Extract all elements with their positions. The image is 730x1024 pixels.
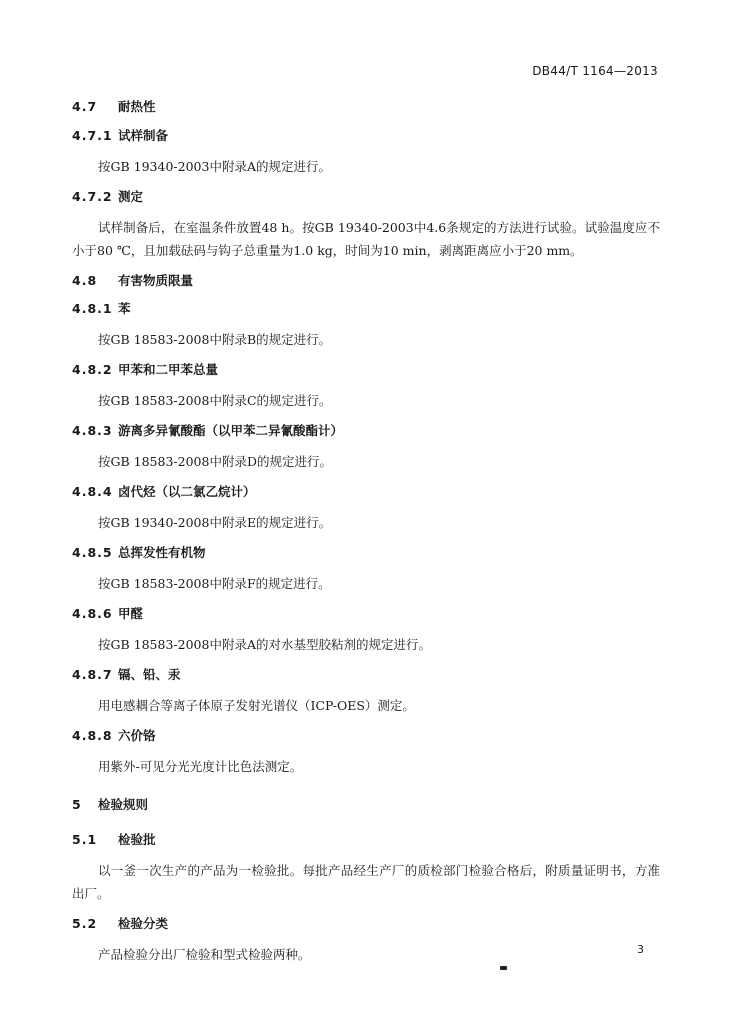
section-title: 总挥发性有机物	[118, 545, 206, 560]
paragraph: 按GB 18583-2008中附录B的规定进行。	[98, 332, 332, 347]
scan-speck	[500, 966, 507, 970]
paragraph: 用电感耦合等离子体原子发射光谱仪（ICP-OES）测定。	[98, 698, 415, 713]
paragraph: 按GB 18583-2008中附录C的规定进行。	[98, 393, 332, 408]
paragraph: 用紫外-可见分光光度计比色法测定。	[98, 759, 303, 774]
page-number: 3	[637, 943, 644, 956]
paragraph: 按GB 18583-2008中附录F的规定进行。	[98, 576, 331, 591]
paragraph: 按GB 19340-2003中附录A的规定进行。	[98, 159, 331, 174]
paragraph: 按GB 18583-2008中附录D的规定进行。	[98, 454, 332, 469]
section-heading	[72, 272, 660, 290]
section-title: 游离多异氰酸酯（以甲苯二异氰酸酯计）	[118, 423, 344, 438]
section-number: 4.7.2	[72, 189, 113, 204]
section-heading	[72, 544, 660, 562]
section-title: 甲醛	[118, 606, 144, 621]
section-title: 镉、铅、汞	[118, 667, 181, 682]
section-number: 4.8.5	[72, 545, 113, 560]
section-title: 有害物质限量	[118, 273, 194, 288]
paragraph: 产品检验分出厂检验和型式检验两种。	[98, 947, 311, 962]
paragraph: 试样制备后，在室温条件放置48 h。按GB 19340-2003中4.6条规定的方法进行试验。试验温度应不小于80 ℃，且加载砝码与钩子总重量为1.0 kg，时间为10 min，剥离距离应小于20 mm。	[72, 220, 660, 258]
section-heading	[72, 98, 660, 116]
section-title: 检验分类	[118, 916, 169, 931]
section-number: 4.8	[72, 273, 98, 288]
section-heading	[72, 831, 660, 849]
section-number: 5.2	[72, 916, 98, 931]
section-heading	[72, 666, 660, 684]
section-title: 甲苯和二甲苯总量	[118, 362, 219, 377]
section-heading	[72, 188, 660, 206]
section-number: 4.7.1	[72, 128, 113, 143]
section-heading	[72, 483, 660, 501]
section-number: 5	[72, 797, 82, 812]
section-title: 六价铬	[118, 728, 156, 743]
section-number: 4.8.4	[72, 484, 113, 499]
document-code: DB44/T 1164—2013	[532, 64, 658, 78]
section-number: 4.8.7	[72, 667, 113, 682]
section-number: 5.1	[72, 832, 98, 847]
section-heading	[72, 361, 660, 379]
paragraph: 以一釜一次生产的产品为一检验批。每批产品经生产厂的质检部门检验合格后，附质量证明书，方准出厂。	[72, 863, 660, 901]
section-title: 耐热性	[118, 99, 156, 114]
section-heading	[72, 127, 660, 145]
section-heading	[72, 796, 660, 814]
section-number: 4.8.3	[72, 423, 113, 438]
section-title: 苯	[118, 301, 131, 316]
section-number: 4.8.1	[72, 301, 113, 316]
section-title: 试样制备	[118, 128, 169, 143]
paragraph: 按GB 18583-2008中附录A的对水基型胶粘剂的规定进行。	[98, 637, 431, 652]
section-title: 检验规则	[98, 797, 149, 812]
section-number: 4.8.6	[72, 606, 113, 621]
section-heading	[72, 605, 660, 623]
section-number: 4.8.2	[72, 362, 113, 377]
section-heading	[72, 915, 660, 933]
section-number: 4.8.8	[72, 728, 113, 743]
section-title: 测定	[118, 189, 144, 204]
paragraph: 按GB 19340-2008中附录E的规定进行。	[98, 515, 332, 530]
section-heading	[72, 300, 660, 318]
document-body	[72, 98, 660, 966]
section-number: 4.7	[72, 99, 98, 114]
section-title: 检验批	[118, 832, 156, 847]
section-heading	[72, 727, 660, 745]
section-title: 卤代烃（以二氯乙烷计）	[118, 484, 256, 499]
section-heading	[72, 422, 660, 440]
